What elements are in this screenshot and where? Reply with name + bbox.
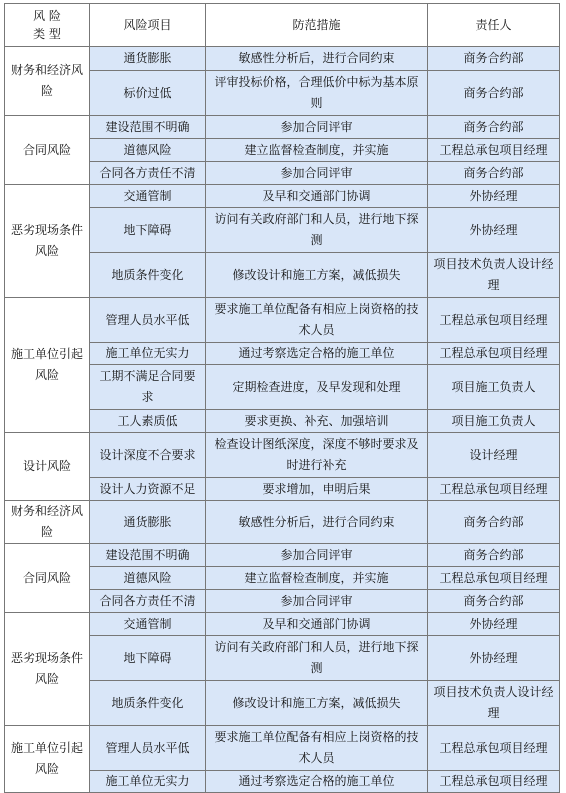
measure-cell: 访问有关政府部门和人员，进行地下探测 bbox=[206, 636, 428, 681]
risk-item-cell: 管理人员水平低 bbox=[90, 726, 206, 771]
header-item: 风险项目 bbox=[90, 4, 206, 47]
owner-cell: 外协经理 bbox=[428, 636, 560, 681]
measure-cell: 要求更换、补充、加强培训 bbox=[206, 410, 428, 433]
risk-item-cell: 工期不满足合同要求 bbox=[90, 365, 206, 410]
owner-cell: 工程总承包项目经理 bbox=[428, 726, 560, 771]
owner-cell: 外协经理 bbox=[428, 613, 560, 636]
owner-cell: 外协经理 bbox=[428, 185, 560, 208]
table-row bbox=[5, 185, 560, 208]
owner-cell: 商务合约部 bbox=[428, 47, 560, 71]
risk-item-cell: 合同各方责任不清 bbox=[90, 162, 206, 185]
owner-cell: 商务合约部 bbox=[428, 116, 560, 139]
measure-cell: 要求施工单位配备有相应上岗资格的技术人员 bbox=[206, 726, 428, 771]
owner-cell: 工程总承包项目经理 bbox=[428, 478, 560, 501]
owner-cell: 工程总承包项目经理 bbox=[428, 139, 560, 162]
owner-cell: 项目技术负责人设计经理 bbox=[428, 681, 560, 726]
risk-type-cell: 恶劣现场条件风险 bbox=[5, 185, 90, 298]
table-row bbox=[5, 433, 560, 478]
risk-item-cell: 建设范围不明确 bbox=[90, 544, 206, 567]
owner-cell: 工程总承包项目经理 bbox=[428, 343, 560, 365]
risk-item-cell: 道德风险 bbox=[90, 567, 206, 590]
risk-item-cell: 设计人力资源不足 bbox=[90, 478, 206, 501]
table-row bbox=[5, 501, 560, 544]
risk-item-cell: 标价过低 bbox=[90, 71, 206, 116]
risk-type-cell: 施工单位引起风险 bbox=[5, 298, 90, 433]
owner-cell: 项目施工负责人 bbox=[428, 410, 560, 433]
measure-cell: 及早和交通部门协调 bbox=[206, 185, 428, 208]
owner-cell: 商务合约部 bbox=[428, 162, 560, 185]
table-row bbox=[5, 298, 560, 343]
owner-cell: 商务合约部 bbox=[428, 501, 560, 544]
table-row bbox=[5, 544, 560, 567]
owner-cell: 商务合约部 bbox=[428, 544, 560, 567]
risk-item-cell: 地质条件变化 bbox=[90, 681, 206, 726]
header-owner: 责任人 bbox=[428, 4, 560, 47]
measure-cell: 参加合同评审 bbox=[206, 544, 428, 567]
risk-item-cell: 交通管制 bbox=[90, 613, 206, 636]
owner-cell: 商务合约部 bbox=[428, 590, 560, 613]
measure-cell: 敏感性分析后，进行合同约束 bbox=[206, 501, 428, 544]
header-type: 风 险 类 型 bbox=[5, 4, 90, 47]
measure-cell: 检查设计图纸深度，深度不够时要求及时进行补充 bbox=[206, 433, 428, 478]
owner-cell: 外协经理 bbox=[428, 208, 560, 253]
risk-item-cell: 施工单位无实力 bbox=[90, 771, 206, 793]
owner-cell: 设计经理 bbox=[428, 433, 560, 478]
risk-type-cell: 施工单位引起风险 bbox=[5, 726, 90, 793]
risk-item-cell: 地质条件变化 bbox=[90, 253, 206, 298]
measure-cell: 评审投标价格，合理低价中标为基本原则 bbox=[206, 71, 428, 116]
owner-cell: 项目施工负责人 bbox=[428, 365, 560, 410]
measure-cell: 参加合同评审 bbox=[206, 162, 428, 185]
measure-cell: 修改设计和施工方案，减低损失 bbox=[206, 253, 428, 298]
header-row bbox=[5, 4, 560, 47]
risk-type-cell: 财务和经济风险 bbox=[5, 501, 90, 544]
risk-item-cell: 道德风险 bbox=[90, 139, 206, 162]
risk-item-cell: 合同各方责任不清 bbox=[90, 590, 206, 613]
measure-cell: 定期检查进度，及早发现和处理 bbox=[206, 365, 428, 410]
measure-cell: 通过考察选定合格的施工单位 bbox=[206, 771, 428, 793]
table-row bbox=[5, 726, 560, 771]
risk-item-cell: 管理人员水平低 bbox=[90, 298, 206, 343]
risk-type-cell: 合同风险 bbox=[5, 116, 90, 185]
measure-cell: 通过考察选定合格的施工单位 bbox=[206, 343, 428, 365]
measure-cell: 敏感性分析后，进行合同约束 bbox=[206, 47, 428, 71]
risk-table bbox=[4, 3, 560, 793]
measure-cell: 建立监督检查制度，并实施 bbox=[206, 139, 428, 162]
measure-cell: 访问有关政府部门和人员，进行地下探测 bbox=[206, 208, 428, 253]
table-row bbox=[5, 116, 560, 139]
measure-cell: 修改设计和施工方案，减低损失 bbox=[206, 681, 428, 726]
measure-cell: 参加合同评审 bbox=[206, 590, 428, 613]
header-measure: 防范措施 bbox=[206, 4, 428, 47]
risk-item-cell: 工人素质低 bbox=[90, 410, 206, 433]
risk-type-cell: 设计风险 bbox=[5, 433, 90, 501]
measure-cell: 要求施工单位配备有相应上岗资格的技术人员 bbox=[206, 298, 428, 343]
owner-cell: 项目技术负责人设计经理 bbox=[428, 253, 560, 298]
table-row bbox=[5, 613, 560, 636]
measure-cell: 参加合同评审 bbox=[206, 116, 428, 139]
risk-item-cell: 交通管制 bbox=[90, 185, 206, 208]
owner-cell: 工程总承包项目经理 bbox=[428, 298, 560, 343]
risk-item-cell: 设计深度不合要求 bbox=[90, 433, 206, 478]
measure-cell: 及早和交通部门协调 bbox=[206, 613, 428, 636]
measure-cell: 要求增加，申明后果 bbox=[206, 478, 428, 501]
table-row bbox=[5, 47, 560, 71]
owner-cell: 工程总承包项目经理 bbox=[428, 567, 560, 590]
risk-type-cell: 合同风险 bbox=[5, 544, 90, 613]
risk-item-cell: 通货膨胀 bbox=[90, 501, 206, 544]
risk-type-cell: 恶劣现场条件风险 bbox=[5, 613, 90, 726]
risk-item-cell: 通货膨胀 bbox=[90, 47, 206, 71]
risk-item-cell: 建设范围不明确 bbox=[90, 116, 206, 139]
owner-cell: 商务合约部 bbox=[428, 71, 560, 116]
owner-cell: 工程总承包项目经理 bbox=[428, 771, 560, 793]
measure-cell: 建立监督检查制度，并实施 bbox=[206, 567, 428, 590]
risk-item-cell: 地下障碍 bbox=[90, 636, 206, 681]
risk-type-cell: 财务和经济风险 bbox=[5, 47, 90, 116]
risk-item-cell: 地下障碍 bbox=[90, 208, 206, 253]
risk-item-cell: 施工单位无实力 bbox=[90, 343, 206, 365]
